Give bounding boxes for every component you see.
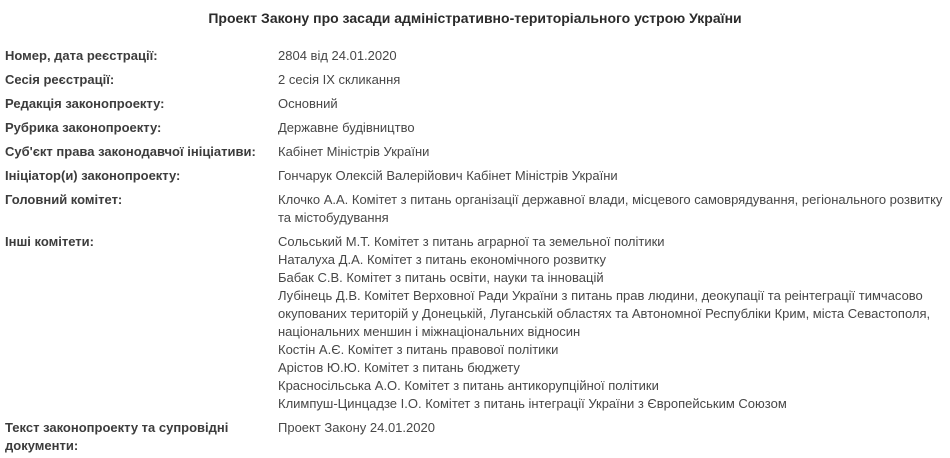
field-value <box>278 233 950 413</box>
field-label: Текст законопроекту та супровідні документи: <box>5 420 229 453</box>
field-row <box>0 95 950 113</box>
field-value <box>278 191 950 227</box>
field-value-line: Лубінець Д.В. Комітет Верховної Ради України з питань прав людини, деокупації та реінтеграції тимчасово окупованих територій у Донецькій, Луганській областях та Автономної Республіки Крим, міста Севастополя, національних меншин і міжнаціональних відносин <box>278 288 931 339</box>
field-value <box>278 71 950 89</box>
field-value-line: Красносільська А.О. Комітет з питань антикорупційної політики <box>278 378 659 393</box>
field-row <box>0 119 950 137</box>
field-value-line: Клочко А.А. Комітет з питань організації державної влади, місцевого самоврядування, регіонального розвитку та містобудування <box>278 192 943 225</box>
field-row <box>0 419 950 455</box>
field-label: Ініціатор(и) законопроекту: <box>5 168 181 183</box>
field-value-line: Наталуха Д.А. Комітет з питань економічного розвитку <box>278 252 606 267</box>
bill-fields-list <box>0 27 950 455</box>
field-value <box>278 119 950 137</box>
field-value <box>278 143 950 161</box>
field-value <box>278 95 950 113</box>
field-value <box>278 47 950 65</box>
field-value-line: Основний <box>278 96 338 111</box>
field-value-line: Проект Закону 24.01.2020 <box>278 420 435 435</box>
field-row <box>0 167 950 185</box>
field-label: Редакція законопроекту: <box>5 96 165 111</box>
field-row <box>0 47 950 65</box>
field-value <box>278 167 950 185</box>
field-label: Сесія реєстрації: <box>5 72 115 87</box>
field-row <box>0 143 950 161</box>
field-value-line: Костін А.Є. Комітет з питань правової політики <box>278 342 559 357</box>
field-label: Номер, дата реєстрації: <box>5 48 158 63</box>
field-label: Головний комітет: <box>5 192 123 207</box>
field-value-line: Гончарук Олексій Валерійович Кабінет Міністрів України <box>278 168 618 183</box>
field-value-line: Сольський М.Т. Комітет з питань аграрної та земельної політики <box>278 234 665 249</box>
field-label: Інші комітети: <box>5 234 94 249</box>
field-value-line: Бабак С.В. Комітет з питань освіти, науки та інновацій <box>278 270 604 285</box>
field-label: Рубрика законопроекту: <box>5 120 162 135</box>
page-title: Проект Закону про засади адміністративно-територіального устрою України <box>208 10 742 26</box>
field-value <box>278 419 950 437</box>
field-label: Суб'єкт права законодавчої ініціативи: <box>5 144 256 159</box>
field-value-line: 2 сесія IX скликання <box>278 72 401 87</box>
field-value-line: 2804 від 24.01.2020 <box>278 48 397 63</box>
field-row <box>0 71 950 89</box>
field-row <box>0 233 950 413</box>
field-value-line: Державне будівництво <box>278 120 415 135</box>
field-value-line: Климпуш-Цинцадзе І.О. Комітет з питань інтеграції України з Європейським Союзом <box>278 396 787 411</box>
field-row <box>0 191 950 227</box>
field-value-line: Кабінет Міністрів України <box>278 144 430 159</box>
field-value-line: Арістов Ю.Ю. Комітет з питань бюджету <box>278 360 520 375</box>
